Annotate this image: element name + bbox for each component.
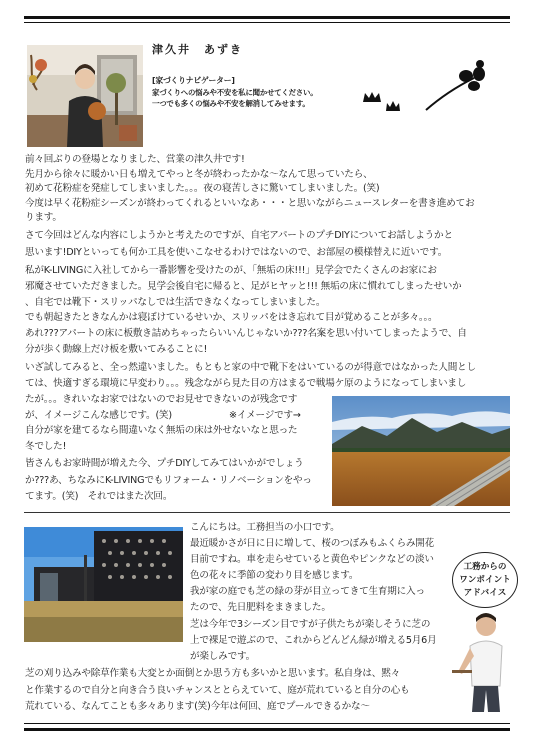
article2-line-8: 上で裸足で遊ぶので、これからどんどん緑が増える5月6月 [190,635,437,646]
article1-line-4: 今度は早く花粉症シーズンが終わってくれるといいなあ・・・と思いながらニュースレターを書き進めてお [25,197,475,209]
article1-line-12: あれ???アパートの床に板敷き詰めちゃったらいいんじゃないか???名案を思い付いてしまったようで、自 [25,328,467,339]
top-rule-thick [24,16,510,19]
badge-line-2: ワンポイント [459,575,511,585]
leaf-branch-icon [422,56,502,112]
article1-line-3: 初めて花粉症を発症してしまいました。。。夜の寝苦しさに驚いてしまいました。(笑) [25,183,380,194]
article2-line-7: 芝は今年で3シーズン目ですが子供たちが楽しそうに芝の [190,619,431,630]
article1-line-1: 前々回ぶりの登場となりました、営業の津久井です! [25,154,245,165]
profile-photo [27,45,143,147]
article2-full-line-1: 芝の刈り込みや除草作業も大変とか面倒とか思う方も多いかと思います。私自身は、黙々 [25,668,400,679]
staff-name: 津久井 あずき [152,43,243,56]
article2-line-9: が楽しみです。 [190,651,255,662]
article1-line-10: 、自宅では靴下・スリッパなしでは生活できなくなってしまいました。 [25,297,326,308]
bottom-rule-thick [24,728,510,731]
bottom-rule-thin [24,723,510,724]
article1-line-5: ります。 [25,212,62,223]
article2-line-3: 目前ですね。車を走らせていると黄色やピンクなどの淡い [190,554,434,565]
article1-narrow-line-4: 冬でした! [25,441,67,452]
image-note: ※イメージです→ [229,410,301,421]
article1-line-2: 先月から徐々に暖かい日も増えてやっと冬が終わったかな〜なんて思っていたら、 [25,168,373,180]
article2-line-1: こんにちは。工務担当の小口です。 [190,522,340,533]
article1-line-7: 思います!DIYといっても何か工具を使いこなせるわけではないので、お部屋の模様替えに近いです。 [25,247,448,258]
crown-icon [362,90,382,104]
article2-line-4: 色の花々に季節の変わり目を感じます。 [190,570,359,581]
article2-line-2: 最近暖かさが日に日に増して、桜のつぼみもふくらみ開花 [190,538,435,549]
article1-line-15: ては、快適すぎる環境に早変わり。。。残念ながら見た目の方はまるで戦場ケ原のようになってしまいまし [25,378,467,389]
top-rule-thin [24,22,510,23]
article1-narrow-line-3: 自分が家を建てるなら間違いなく無垢の床は外せないなと思った [25,425,298,436]
article2-line-6: たので、先日肥料をまきました。 [190,602,331,613]
advice-badge [452,552,518,608]
landscape-photo [332,396,510,506]
article1-line-14: いざ試してみると、全っ然違いました。もともと家の中で靴下をはいているのが得意ではなかった人間とし [25,362,476,373]
article1-narrow-line-2: が、イメージこんな感じです。(笑) [25,410,172,421]
article1-line-9: 邪魔させていただきました。見学会後自宅に帰ると、足がヒヤッと!!! 無垢の床に慣れてしまったせいか [25,281,462,292]
article1-narrow-line-6: か???あ、ちなみにK-LIVINGでもリフォーム・リノベーションをやっ [25,475,312,486]
badge-line-1: 工務からの [463,562,507,572]
article1-line-6: さて今回はどんな内容にしようかと考えたのですが、自宅アパートのプチDIYについてお話しようかと [25,230,453,241]
article1-line-8: 私がK-LIVINGに入社してから一番影響を受けたのが、「無垢の床!!!」見学会でたくさんのお家にお [25,265,437,276]
article1-narrow-line-7: てます。(笑) それではまた次回。 [25,491,173,502]
section-separator [24,512,510,513]
article1-line-13: 分が歩く動線上だけ板を敷いてみることに! [25,344,208,355]
crown-icon-small [385,100,401,112]
article1-narrow-line-1: たが。。。きれいなお家ではないのでお見せできないのが残念です [25,394,298,405]
garden-house-photo [24,527,183,642]
badge-line-3: アドバイス [463,588,507,598]
article2-full-line-2: と作業するので自分と向き合う良いチャンスととらえていて、庭が荒れていると自分の心も [25,685,410,696]
staff-photo-koguchi [452,612,518,712]
article1-line-11: でも朝起きたときなんかは寝ぼけているせいか、スリッパをはき忘れて目が覚めることが多々。。。 [25,312,438,323]
staff-role: [家づくりナビゲーター] [152,76,235,85]
staff-message-line-2: 一つでも多くの悩みや不安を解消してみせます。 [152,99,310,108]
staff-message-line-1: 家づくりへの悩みや不安を私に聞かせてください。 [152,88,318,97]
article1-narrow-line-5: 皆さんもお家時間が増えた今、プチDIYしてみてはいかがでしょう [25,458,304,469]
article2-full-line-3: 荒れている、なんてことも多々あります(笑)今年は何回、庭でプールできるかな〜 [25,701,370,712]
article2-line-5: 我が家の庭でも芝の緑の芽が目立ってきて生育期に入っ [190,586,425,597]
